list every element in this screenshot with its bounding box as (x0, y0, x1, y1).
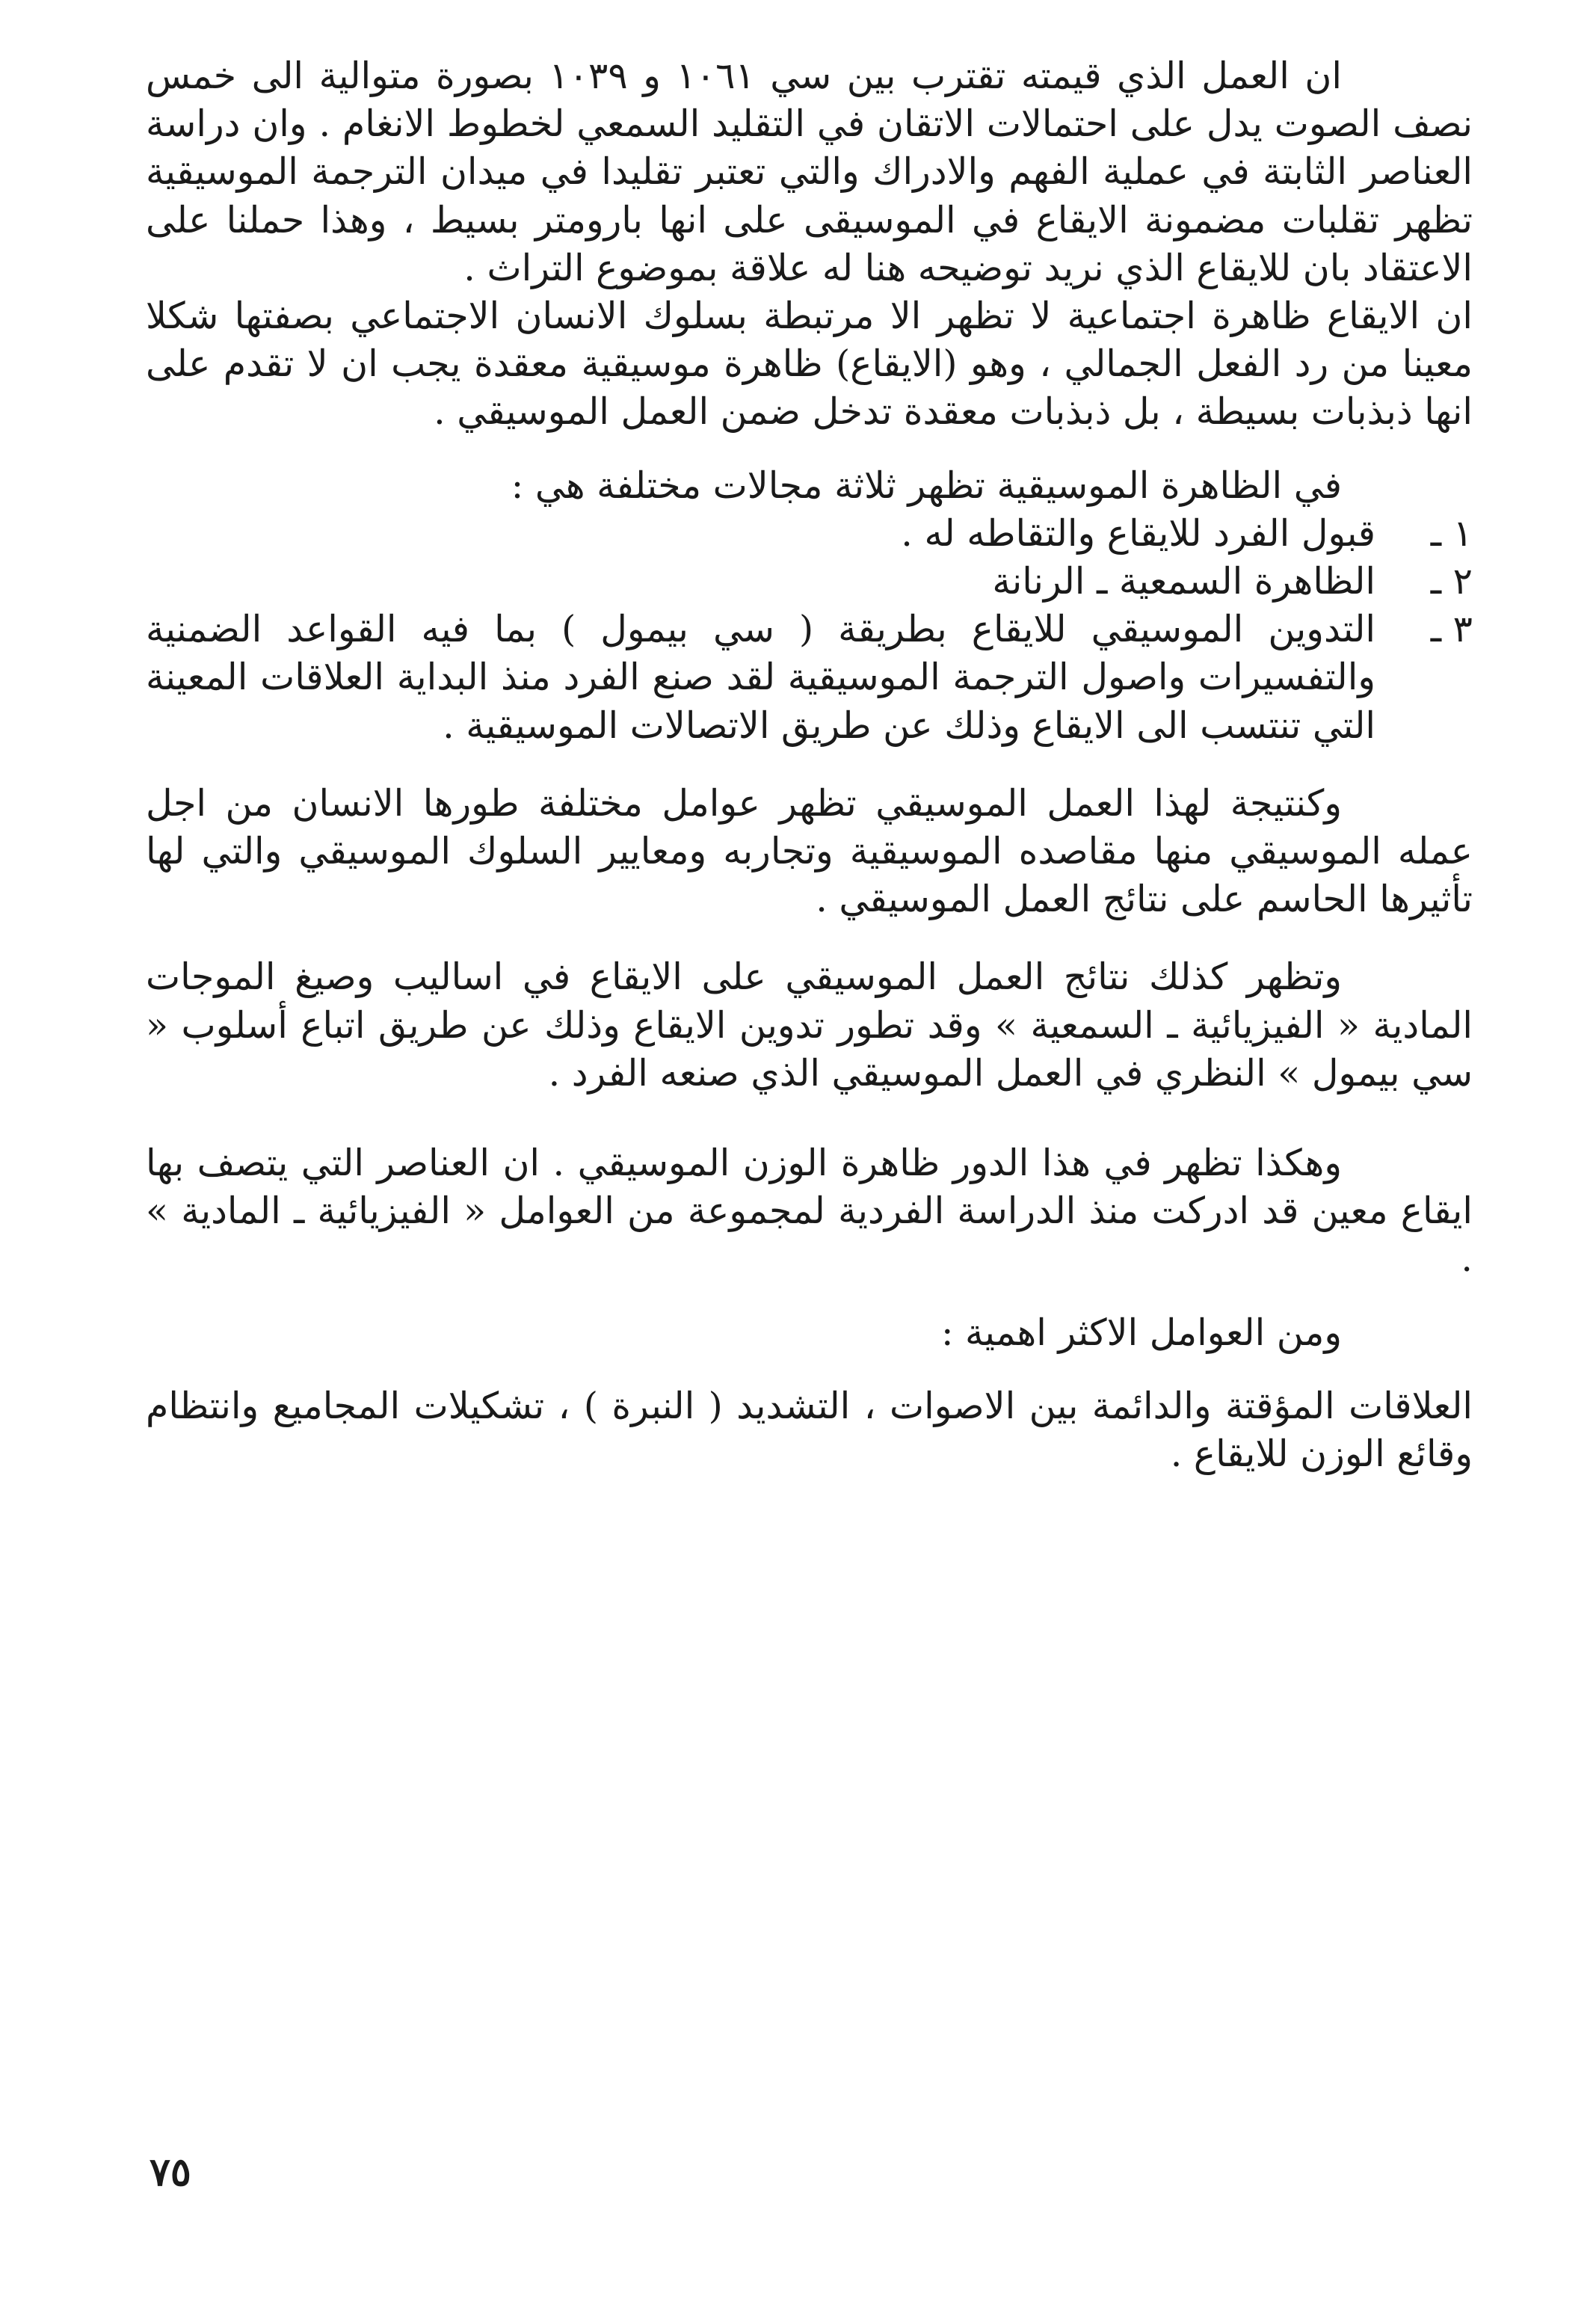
paragraph-7: ومن العوامل الاكثر اهمية : (940, 1311, 1342, 1354)
list-text-1: قبول الفرد للايقاع والتقاطه له . (901, 511, 1375, 555)
list-text-3: التدوين الموسيقي للايقاع بطريقة ( سي بيمول ) بما فيه القواعد الضمنية والتفسيرات واصول الترجمة الموسيقية لقد صنع الفرد منذ البداية العلاقات المعينة التي تنتسب الى الايقاع وذلك عن طريق الاتصالات الموسيقية . (146, 608, 1375, 747)
paragraph-8: العلاقات المؤقتة والدائمة بين الاصوات ، التشديد ( النبرة ) ، تشكيلات المجاميع وانتظام وقائع الوزن للايقاع . (146, 1384, 1473, 1476)
paragraph-6: وهكذا تظهر في هذا الدور ظاهرة الوزن الموسيقي . ان العناصر التي يتصف بها ايقاع معين قد ادركت منذ الدراسة الفردية لمجموعة من العوامل « الفيزيائية ـ المادية » . (146, 1142, 1473, 1281)
paragraph-1: ان العمل الذي قيمته تقترب بين سي ١٠٦١ و ١٠٣٩ بصورة متوالية الى خمس نصف الصوت يدل على احتمالات الاتقان في التقليد السمعي لخطوط الانغام . وان دراسة العناصر الثابتة في عملية الفهم والادراك والتي تعتبر تقليدا في ميدان الترجمة الموسيقية تظهر تقلبات مضمونة الايقاع في الموسيقى على انها بارومتر بسيط ، وهذا حملنا على الاعتقاد بان للايقاع الذي نريد توضيحه هنا له علاقة بموضوع التراث . (146, 55, 1473, 289)
paragraph-3: في الظاهرة الموسيقية تظهر ثلاثة مجالات مختلفة هي : (511, 464, 1342, 507)
list-item-2 (146, 558, 1473, 606)
paragraph-5: وتظهر كذلك نتائج العمل الموسيقي على الايقاع في اساليب وصيغ الموجات المادية « الفيزيائية ـ السمعية » وقد تطور تدوين الايقاع وذلك عن طريق اتباع أسلوب « سي بيمول » النظري في العمل الموسيقي الذي صنعه الفرد . (146, 955, 1473, 1095)
list-item-1 (146, 510, 1473, 558)
page-number: ٧٥ (150, 2149, 191, 2195)
list-item-3 (146, 606, 1473, 750)
list-text-2: الظاهرة السمعية ـ الرنانة (992, 560, 1375, 603)
list-number-3: ٣ ـ (1431, 606, 1473, 653)
list-number-2: ٢ ـ (1431, 558, 1473, 606)
page-body (146, 52, 1473, 1478)
paragraph-4: وكنتيجة لهذا العمل الموسيقي تظهر عوامل مختلفة طورها الانسان من اجل عمله الموسيقي منها مقاصده الموسيقية وتجاربه ومعايير السلوك الموسيقي والتي لها تأثيرها الحاسم على نتائج العمل الموسيقي . (146, 781, 1473, 921)
list-number-1: ١ ـ (1431, 510, 1473, 558)
paragraph-2: ان الايقاع ظاهرة اجتماعية لا تظهر الا مرتبطة بسلوك الانسان الاجتماعي بصفتها شكلا معينا من رد الفعل الجمالي ، وهو (الايقاع) ظاهرة موسيقية معقدة يجب ان لا تقدم على انها ذبذبات بسيطة ، بل ذبذبات معقدة تدخل ضمن العمل الموسيقي . (146, 295, 1473, 434)
